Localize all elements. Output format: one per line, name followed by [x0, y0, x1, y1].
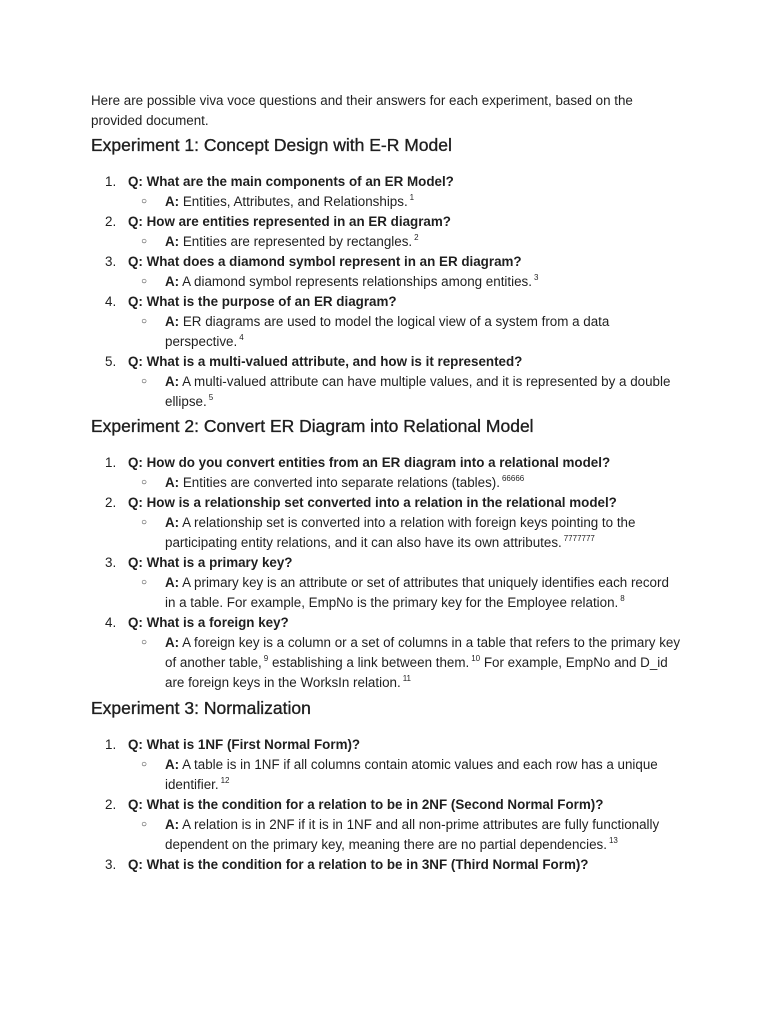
answer-label: A: [165, 817, 180, 832]
answer-text: A table is in 1NF if all columns contain atomic values and each row has a unique identifier. [165, 757, 658, 792]
item-number: 5. [105, 354, 117, 369]
experiment-1-section [91, 132, 681, 412]
hollow-bullet-icon: ○ [141, 637, 148, 648]
question-text: Q: What is a primary key? [128, 555, 293, 570]
citation-marker: 10 [471, 654, 481, 663]
question-text: Q: What are the main components of an ER Model? [128, 174, 454, 189]
answer-text: Entities are represented by rectangles. [182, 234, 413, 249]
question-text: Q: What is a multi-valued attribute, and how is it represented? [128, 354, 523, 369]
list-item [91, 493, 681, 553]
item-number: 3. [105, 555, 117, 570]
item-number: 1. [105, 174, 117, 189]
answer-text: Entities, Attributes, and Relationships. [182, 194, 408, 209]
question-text: Q: What is the condition for a relation to be in 3NF (Third Normal Form)? [128, 857, 589, 872]
citation-marker: 12 [220, 776, 230, 785]
answer-label: A: [165, 515, 180, 530]
answer-text: establishing a link between them. [268, 655, 470, 670]
document-body [91, 91, 681, 875]
answer-label: A: [165, 274, 180, 289]
question-text: Q: What is a foreign key? [128, 615, 289, 630]
hollow-bullet-icon: ○ [141, 517, 148, 528]
answer-text: A foreign key is a column or a set of columns in a table that refers to the primary key of another table, [165, 635, 681, 670]
intro-paragraph: Here are possible viva voce questions and their answers for each experiment, based on the provided document. [91, 93, 633, 128]
citation-marker: 9 [263, 654, 269, 663]
question-text: Q: How do you convert entities from an ER diagram into a relational model? [128, 455, 611, 470]
answer-text: For example, EmpNo and D_id are foreign keys in the WorksIn relation. [165, 655, 668, 690]
citation-marker: 7777777 [563, 534, 595, 543]
answer [128, 192, 681, 212]
hollow-bullet-icon: ○ [141, 759, 148, 770]
hollow-bullet-icon: ○ [141, 376, 148, 387]
answer-text: A primary key is an attribute or set of attributes that uniquely identifies each record in a table. For example, EmpNo is the primary key for the Employee relation. [165, 575, 669, 610]
citation-marker: 2 [414, 233, 419, 242]
citation-marker: 13 [608, 836, 618, 845]
experiment-3-question-list [91, 735, 681, 875]
answer [128, 232, 681, 252]
answer-label: A: [165, 475, 180, 490]
answer-label: A: [165, 234, 180, 249]
item-number: 1. [105, 737, 117, 752]
item-number: 2. [105, 214, 117, 229]
question-text: Q: How are entities represented in an ER diagram? [128, 214, 451, 229]
item-number: 2. [105, 797, 117, 812]
answer-label: A: [165, 194, 180, 209]
experiment-1-heading: Experiment 1: Concept Design with E-R Model [91, 135, 452, 155]
answer [128, 272, 681, 292]
answer-label: A: [165, 374, 180, 389]
answer [128, 573, 681, 613]
hollow-bullet-icon: ○ [141, 477, 148, 488]
list-item [91, 352, 681, 412]
hollow-bullet-icon: ○ [141, 316, 148, 327]
citation-marker: 66666 [501, 474, 525, 483]
list-item [91, 292, 681, 352]
citation-marker: 11 [402, 674, 412, 683]
experiment-2-section [91, 413, 681, 693]
answer [128, 513, 681, 553]
answer [128, 633, 681, 693]
list-item [91, 172, 681, 212]
question-text: Q: What is 1NF (First Normal Form)? [128, 737, 361, 752]
answer-text: A relation is in 2NF if it is in 1NF and all non-prime attributes are fully functionally dependent on the primary key, meaning there are no partial dependencies. [165, 817, 660, 852]
citation-marker: 1 [409, 193, 415, 202]
list-item [91, 252, 681, 292]
citation-marker: 3 [533, 273, 539, 282]
item-number: 3. [105, 254, 117, 269]
hollow-bullet-icon: ○ [141, 236, 148, 247]
answer-label: A: [165, 314, 180, 329]
list-item [91, 735, 681, 795]
list-item [91, 855, 681, 875]
answer [128, 372, 681, 412]
hollow-bullet-icon: ○ [141, 819, 148, 830]
answer-label: A: [165, 635, 180, 650]
question-text: Q: How is a relationship set converted into a relation in the relational model? [128, 495, 617, 510]
hollow-bullet-icon: ○ [141, 276, 148, 287]
answer [128, 755, 681, 795]
list-item [91, 613, 681, 693]
list-item [91, 212, 681, 252]
experiment-2-heading: Experiment 2: Convert ER Diagram into Relational Model [91, 416, 534, 436]
answer-text: ER diagrams are used to model the logical view of a system from a data perspective. [165, 314, 610, 349]
experiment-3-heading: Experiment 3: Normalization [91, 698, 311, 718]
experiment-1-question-list [91, 172, 681, 412]
item-number: 4. [105, 294, 117, 309]
item-number: 3. [105, 857, 117, 872]
item-number: 4. [105, 615, 117, 630]
answer-label: A: [165, 757, 180, 772]
answer-text: A multi-valued attribute can have multiple values, and it is represented by a double ellipse. [165, 374, 671, 409]
list-item [91, 553, 681, 613]
experiment-2-question-list [91, 453, 681, 693]
citation-marker: 5 [208, 393, 214, 402]
answer-text: A relationship set is converted into a relation with foreign keys pointing to the participating entity relations, and it can also have its own attributes. [165, 515, 636, 550]
question-text: Q: What is the purpose of an ER diagram? [128, 294, 397, 309]
answer [128, 815, 681, 855]
hollow-bullet-icon: ○ [141, 196, 148, 207]
list-item [91, 453, 681, 493]
answer [128, 312, 681, 352]
list-item [91, 795, 681, 855]
answer-label: A: [165, 575, 180, 590]
hollow-bullet-icon: ○ [141, 577, 148, 588]
citation-marker: 8 [620, 594, 625, 603]
question-text: Q: What does a diamond symbol represent in an ER diagram? [128, 254, 522, 269]
answer-text: Entities are converted into separate relations (tables). [182, 475, 500, 490]
answer-text: A diamond symbol represents relationships among entities. [182, 274, 532, 289]
answer [128, 473, 681, 493]
question-text: Q: What is the condition for a relation to be in 2NF (Second Normal Form)? [128, 797, 604, 812]
citation-marker: 4 [239, 333, 244, 342]
experiment-3-section [91, 695, 681, 875]
item-number: 2. [105, 495, 117, 510]
item-number: 1. [105, 455, 117, 470]
